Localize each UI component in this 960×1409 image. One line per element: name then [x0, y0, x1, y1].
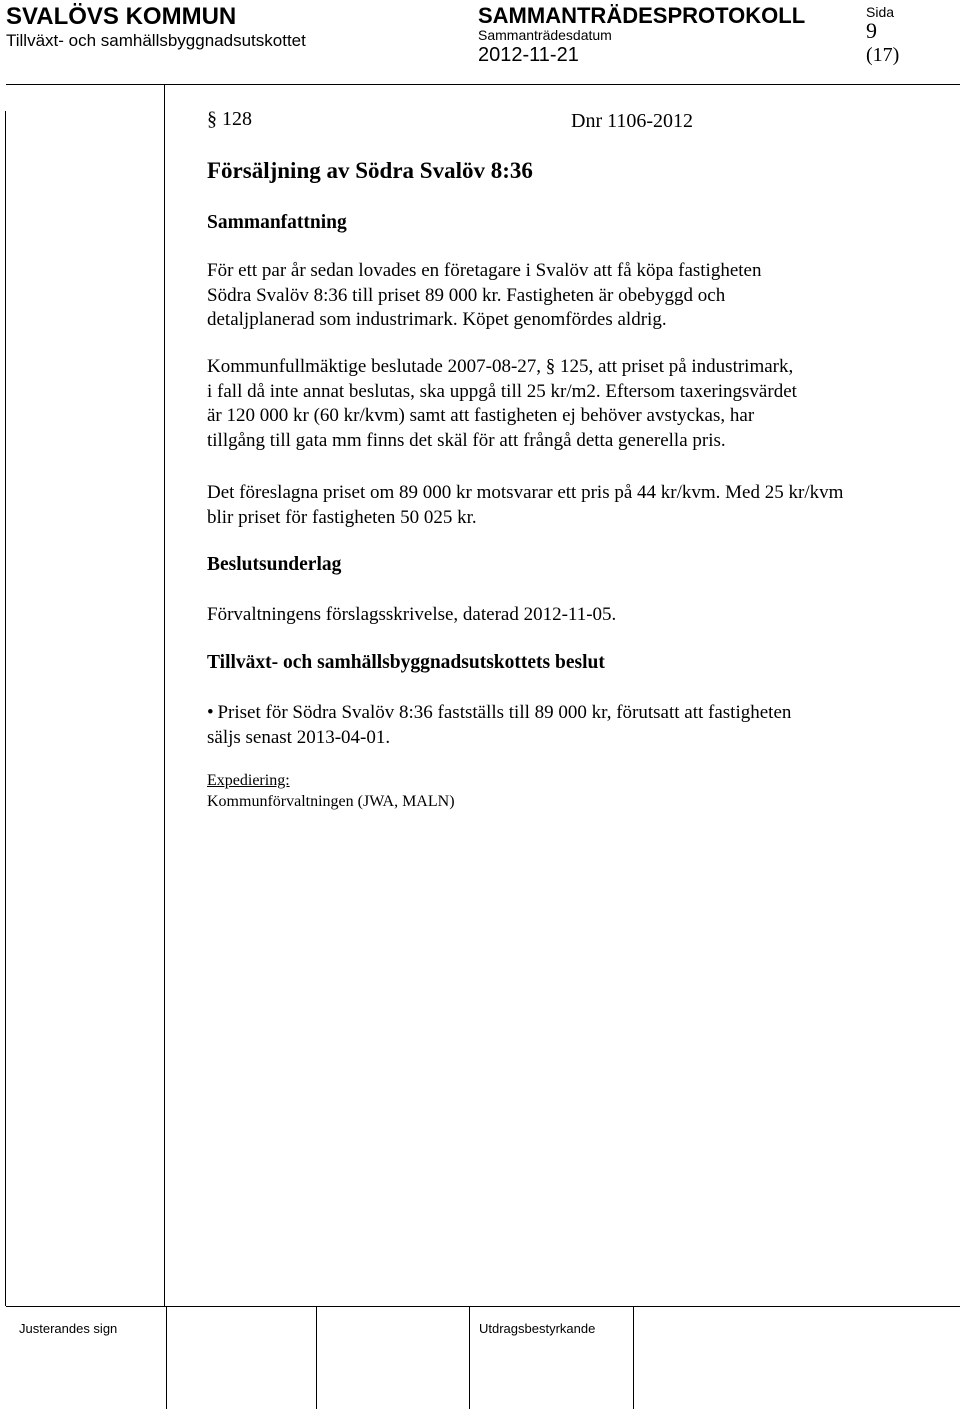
page-total: (17): [866, 44, 900, 66]
text-line: tillgång till gata mm finns det skäl för att frångå detta generella pris.: [207, 429, 726, 451]
dispatch-label: Expediering:: [207, 772, 290, 789]
case-number: Dnr 1106-2012: [571, 110, 694, 132]
summary-paragraph-3: [207, 481, 907, 530]
text-line: detaljplanerad som industrimark. Köpet genomfördes aldrig.: [207, 309, 667, 330]
text-line: Södra Svalöv 8:36 till priset 89 000 kr. Fastigheten är obebyggd och: [207, 284, 726, 306]
protocol-title: SAMMANTRÄDESPROTOKOLL: [478, 3, 806, 28]
summary-paragraph-1: [207, 259, 907, 333]
organization-name: SVALÖVS KOMMUN: [6, 3, 237, 30]
text-line: Priset för Södra Svalöv 8:36 fastställs till 89 000 kr, förutsatt att fastigheten: [217, 702, 792, 723]
bullet-icon: •: [207, 702, 218, 723]
summary-heading: Sammanfattning: [207, 212, 347, 233]
page-number: 9: [866, 18, 877, 43]
bullet-line: [207, 701, 907, 726]
case-title: Försäljning av Södra Svalöv 8:36: [207, 158, 533, 183]
meeting-date-label: Sammanträdesdatum: [478, 27, 612, 43]
basis-text: Förvaltningens förslagsskrivelse, daterad 2012-11-05.: [207, 604, 617, 625]
dispatch-text: Kommunförvaltningen (JWA, MALN): [207, 793, 455, 810]
text-line: För ett par år sedan lovades en företagare i Svalöv att få köpa fastigheten: [207, 260, 762, 281]
footer-divider-1: [166, 1306, 167, 1409]
footer-top-rule: [6, 1306, 960, 1307]
decision-heading: Tillväxt- och samhällsbyggnadsutskottets beslut: [207, 652, 605, 673]
paragraph-number: § 128: [207, 108, 252, 130]
adjuster-sign-label: Justerandes sign: [19, 1321, 118, 1336]
committee-name: Tillväxt- och samhällsbyggnadsutskottet: [6, 31, 306, 50]
text-line: blir priset för fastigheten 50 025 kr.: [207, 506, 477, 528]
extract-certification-label: Utdragsbestyrkande: [479, 1321, 596, 1336]
text-line: Det föreslagna priset om 89 000 kr motsvarar ett pris på 44 kr/kvm. Med 25 kr/kvm: [207, 482, 844, 503]
left-margin-line: [5, 111, 6, 1306]
text-line: Kommunfullmäktige beslutade 2007-08-27, § 125, att priset på industrimark,: [207, 356, 794, 377]
inner-margin-line: [164, 84, 165, 1306]
basis-heading: Beslutsunderlag: [207, 554, 342, 575]
footer-divider-4: [633, 1306, 634, 1409]
text-line: säljs senast 2013-04-01.: [207, 726, 391, 748]
text-line: är 120 000 kr (60 kr/kvm) samt att fastigheten ej behöver avstyckas, har: [207, 405, 755, 426]
decision-bullet: [207, 701, 907, 750]
meeting-date: 2012-11-21: [478, 44, 579, 66]
footer-divider-3: [469, 1306, 470, 1409]
page-label: Sida: [866, 4, 895, 20]
text-line: i fall då inte annat beslutas, ska uppgå till 25 kr/m2. Eftersom taxeringsvärdet: [207, 380, 797, 402]
header-rule: [6, 84, 960, 85]
footer-divider-2: [316, 1306, 317, 1409]
summary-paragraph-2: [207, 355, 907, 453]
